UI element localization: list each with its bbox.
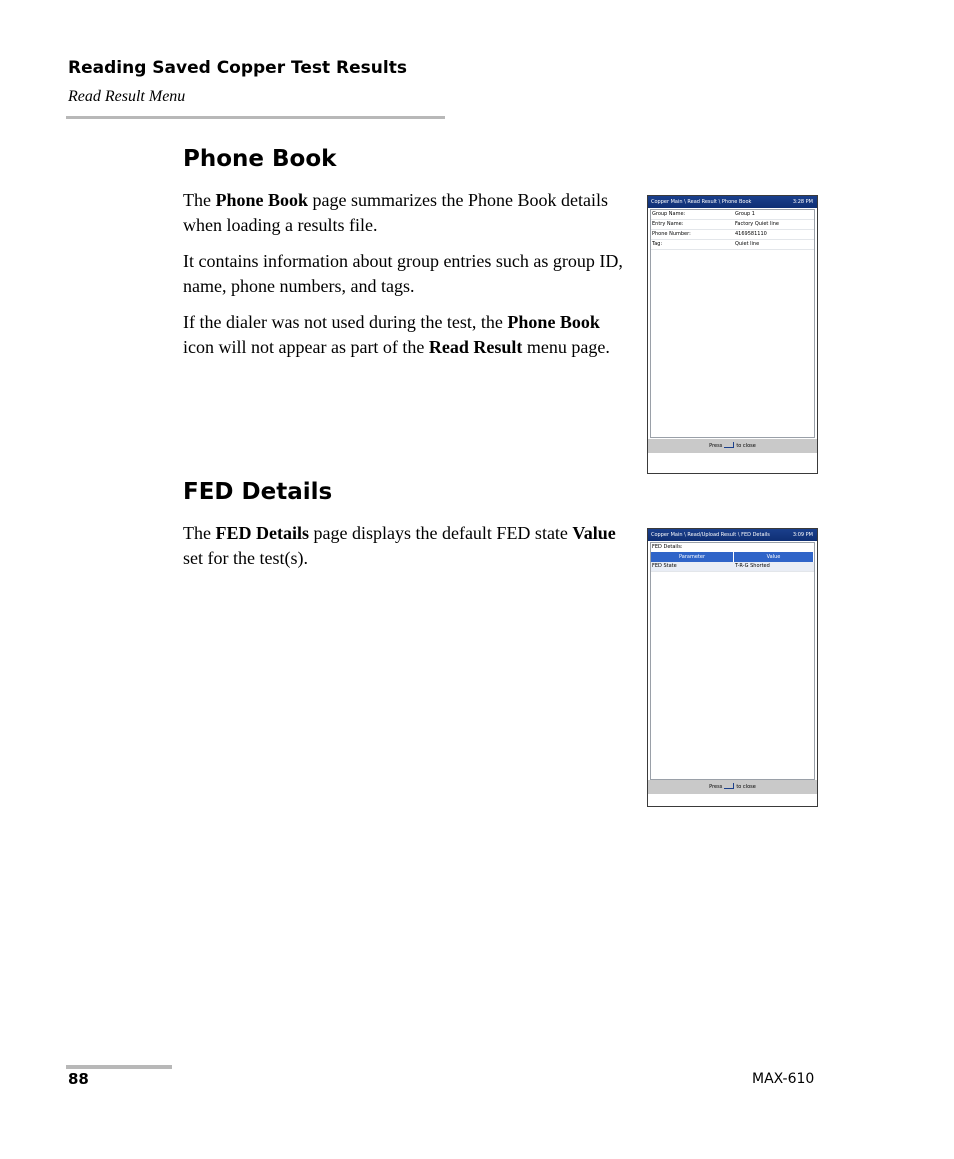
table-row: Tag: Quiet line — [651, 240, 814, 250]
table-row: Entry Name: Factory Quiet line — [651, 220, 814, 230]
fed-details-paragraph-1: The FED Details page displays the default FED state Value set for the test(s). — [183, 523, 616, 568]
table-row: Phone Number: 4169581110 — [651, 230, 814, 240]
phone-book-paragraph-3: If the dialer was not used during the test, the Phone Book icon will not appear as part of the Read Result menu page. — [183, 312, 610, 357]
footer-rule — [66, 1065, 172, 1069]
phone-book-body — [183, 188, 633, 371]
header-rule — [66, 116, 445, 119]
fed-details-body — [183, 521, 633, 582]
screen-title-bar: Copper Main \ Read Result \ Phone Book 3:28 PM — [648, 196, 817, 208]
table-row: FED State T-R-G Shorted — [651, 562, 814, 572]
phone-book-heading: Phone Book — [183, 146, 337, 172]
fed-details-panel — [650, 542, 815, 780]
screen-footer-bar: Press to close — [648, 780, 817, 794]
phone-book-paragraph-2: It contains information about group entries such as group ID, name, phone numbers, and tags. — [183, 251, 623, 296]
phone-book-paragraph-1: The Phone Book page summarizes the Phone Book details when loading a results file. — [183, 190, 608, 235]
phone-book-panel — [650, 209, 815, 438]
running-header-title: Reading Saved Copper Test Results — [68, 58, 407, 78]
screen-footer-bar: Press to close — [648, 439, 817, 453]
return-arrow-icon — [724, 783, 734, 789]
table-row: Group Name: Group 1 — [651, 210, 814, 220]
product-name: MAX-610 — [752, 1071, 815, 1087]
fed-details-screenshot — [647, 528, 818, 807]
fed-details-heading: FED Details — [183, 479, 333, 505]
fed-section-label: FED Details: — [652, 544, 683, 550]
phone-book-screenshot — [647, 195, 818, 474]
fed-table-header: Parameter Value — [651, 552, 814, 562]
running-header-subtitle: Read Result Menu — [68, 88, 186, 105]
page-number: 88 — [68, 1070, 89, 1088]
screen-title-bar: Copper Main \ Read/Upload Result \ FED Details 3:09 PM — [648, 529, 817, 541]
return-arrow-icon — [724, 442, 734, 448]
